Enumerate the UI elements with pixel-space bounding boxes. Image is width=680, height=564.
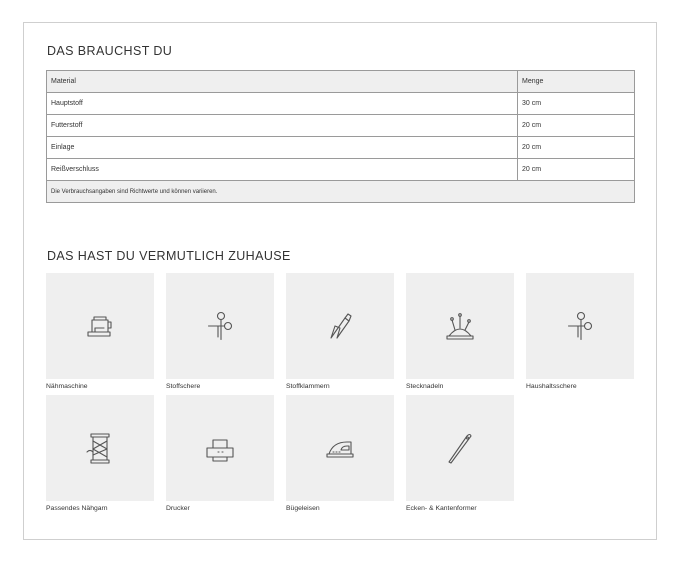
tool-label: Nähmaschine <box>46 383 88 390</box>
fabric-clip-icon <box>323 306 357 346</box>
tool-tile <box>406 395 514 512</box>
tool-tile <box>166 395 274 512</box>
tool-image <box>166 273 274 379</box>
tool-tile <box>286 395 394 512</box>
material-cell: Reißverschluss <box>47 159 518 181</box>
tool-tile <box>166 273 274 390</box>
tool-image <box>46 273 154 379</box>
tool-image <box>286 273 394 379</box>
table-row <box>47 115 635 137</box>
section-title-home: DAS HAST DU VERMUTLICH ZUHAUSE <box>47 249 291 263</box>
quantity-cell: 30 cm <box>518 93 635 115</box>
material-cell: Hauptstoff <box>47 93 518 115</box>
table-note-row <box>47 181 635 203</box>
quantity-cell: 20 cm <box>518 159 635 181</box>
table-note: Die Verbrauchsangaben sind Richtwerte und können variieren. <box>47 181 635 203</box>
tool-label: Drucker <box>166 505 190 512</box>
scissors-icon <box>203 306 237 346</box>
tool-image <box>406 395 514 501</box>
quantity-cell: 20 cm <box>518 137 635 159</box>
tool-label: Haushaltsschere <box>526 383 577 390</box>
material-cell: Einlage <box>47 137 518 159</box>
materials-table <box>46 70 635 203</box>
pincushion-icon <box>443 306 477 346</box>
column-header-quantity: Menge <box>518 71 635 93</box>
tool-image <box>46 395 154 501</box>
tool-tile <box>46 273 154 390</box>
tool-image <box>526 273 634 379</box>
table-row <box>47 137 635 159</box>
tool-tile <box>526 273 634 390</box>
tool-image <box>406 273 514 379</box>
tool-tile <box>406 273 514 390</box>
thread-spool-icon <box>83 428 117 468</box>
table-header-row <box>47 71 635 93</box>
material-cell: Futterstoff <box>47 115 518 137</box>
tool-label: Stoffschere <box>166 383 201 390</box>
tool-label: Passendes Nähgarn <box>46 505 108 512</box>
sewing-machine-icon <box>83 306 117 346</box>
table-row <box>47 93 635 115</box>
tool-image <box>166 395 274 501</box>
tool-label: Ecken- & Kantenformer <box>406 505 477 512</box>
quantity-cell: 20 cm <box>518 115 635 137</box>
table-row <box>47 159 635 181</box>
content-card <box>23 22 657 540</box>
tool-tile <box>286 273 394 390</box>
tool-label: Stoffklammern <box>286 383 330 390</box>
column-header-material: Material <box>47 71 518 93</box>
scissors-icon <box>563 306 597 346</box>
iron-icon <box>323 428 357 468</box>
point-turner-icon <box>443 428 477 468</box>
section-title-needs: DAS BRAUCHST DU <box>47 44 173 58</box>
tool-tile <box>46 395 154 512</box>
printer-icon <box>203 428 237 468</box>
tool-image <box>286 395 394 501</box>
tool-label: Bügeleisen <box>286 505 320 512</box>
tool-label: Stecknadeln <box>406 383 444 390</box>
